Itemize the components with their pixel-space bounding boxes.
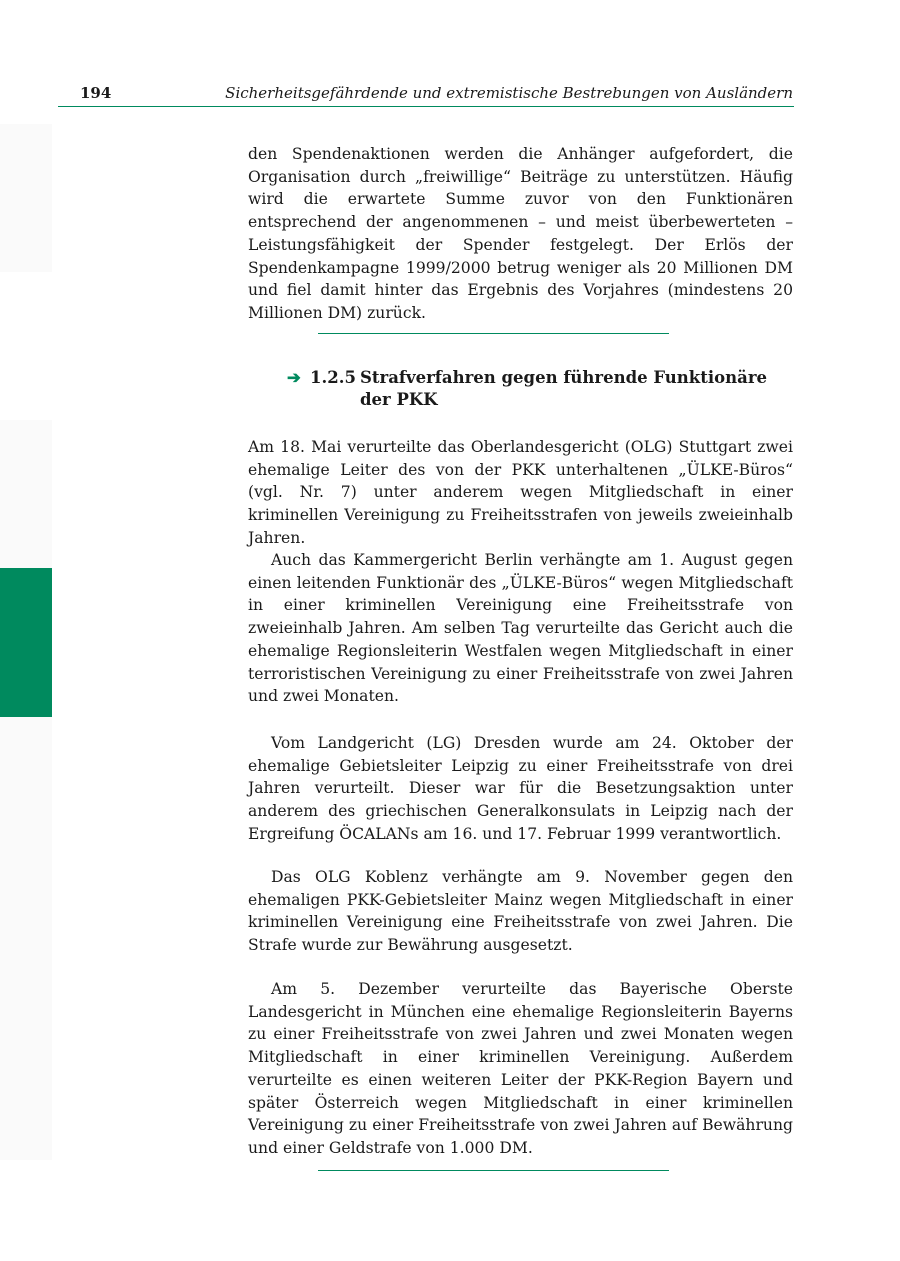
intro-text: den Spendenaktionen werden die Anhänger aufgefordert, die Organisation durch „freiwillige“ Beiträge zu unterstützen. Häufig wird die erwartete Summe zuvor von den Funktionären entsprechend der angenommenen – und meist überbewerteten – Leistungsfähigkeit der Spender festgelegt. Der Erlös der Spendenkampagne 1999/2000 betrug weniger als 20 Millionen DM und fiel damit hinter das Ergebnis des Vorjahres (mindestens 20 Millionen DM) zurück. [248, 145, 793, 322]
chapter-thumb-tab [0, 568, 52, 717]
arrow-right-icon: ➔ [287, 368, 301, 387]
section-divider-bottom [318, 1170, 669, 1171]
page-number: 194 [80, 84, 112, 102]
intro-paragraph [248, 143, 793, 325]
section-title-line-2: der PKK [360, 390, 438, 409]
header-rule [58, 106, 794, 107]
section-number: 1.2.5 [310, 368, 356, 387]
section-title [360, 367, 787, 411]
running-header-title: Sicherheitsgefährdende und extremistische Bestrebungen von Ausländern [225, 84, 793, 102]
paragraph-text: Am 5. Dezember verurteilte das Bayerische Oberste Landesgericht in München eine ehemalige Regionsleiterin Bayerns zu einer Freiheitsstrafe von zwei Jahren und zwei Monaten wegen Mitgliedschaft in einer kriminellen Vereinigung. Außerdem verurteilte es einen weiteren Leiter der PKK-Region Bayern und später Österreich wegen Mitgliedschaft in einer kriminellen Vereinigung zu einer Freiheitsstrafe von zwei Jahren auf Bewährung und einer Geldstrafe von 1.000 DM. [248, 980, 793, 1157]
paragraph-olg-stuttgart [248, 436, 793, 550]
paragraph-text: Das OLG Koblenz verhängte am 9. November gegen den ehemaligen PKK-Gebietsleiter Mainz wegen Mitgliedschaft in einer kriminellen Vereinigung eine Freiheitsstrafe von zwei Jahren. Die Strafe wurde zur Bewährung ausgesetzt. [248, 868, 793, 955]
section-title-line-1: Strafverfahren gegen führende Funktionäre [360, 368, 768, 387]
margin-shade-top [0, 124, 52, 272]
paragraph-bayerisches-oberstes-landesgericht [248, 978, 793, 1160]
margin-shade-bottom [0, 420, 52, 1160]
paragraph-lg-dresden [248, 732, 793, 846]
paragraph-text: Auch das Kammergericht Berlin verhängte am 1. August gegen einen leitenden Funktionär des „ÜLKE-Büros“ wegen Mitgliedschaft in einer kriminellen Vereinigung eine Freiheitsstrafe von zweieinhalb Jahren. Am selben Tag verurteilte das Gericht auch die ehemalige Regionsleiterin Westfalen wegen Mitgliedschaft in einer terroristischen Vereinigung zu einer Freiheitsstrafe von zwei Jahren und zwei Monaten. [248, 551, 793, 706]
paragraph-text: Am 18. Mai verurteilte das Oberlandesgericht (OLG) Stuttgart zwei ehemalige Leiter des von der PKK unterhaltenen „ÜLKE-Büros“ (vgl. Nr. 7) unter anderem wegen Mitgliedschaft in einer kriminellen Vereinigung zu Freiheitsstrafen von jeweils zweieinhalb Jahren. [248, 438, 793, 547]
paragraph-kammergericht-berlin [248, 549, 793, 708]
paragraph-text: Vom Landgericht (LG) Dresden wurde am 24. Oktober der ehemalige Gebietsleiter Leipzig zu einer Freiheitsstrafe von drei Jahren verurteilt. Dieser war für die Besetzungsaktion unter anderem des griechischen Generalkonsulats in Leipzig nach der Ergreifung ÖCALANs am 16. und 17. Februar 1999 verantwortlich. [248, 734, 793, 843]
paragraph-olg-koblenz [248, 866, 793, 957]
section-heading [287, 367, 787, 411]
section-divider-top [318, 333, 669, 334]
